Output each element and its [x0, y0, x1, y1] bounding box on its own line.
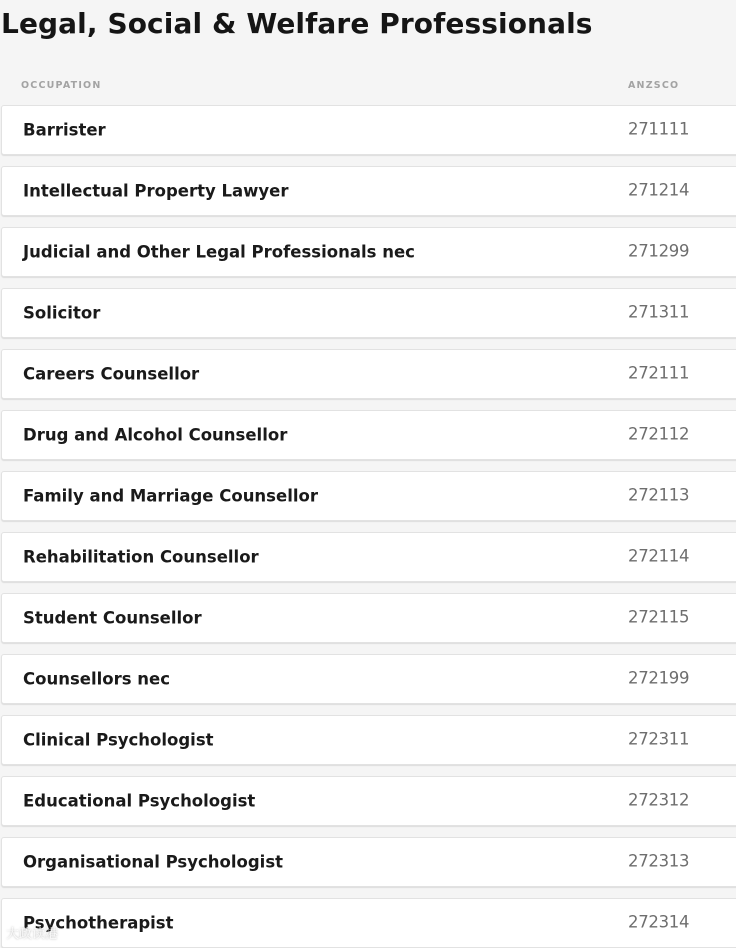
watermark-text: 大政读港 — [6, 927, 59, 942]
occupation-name: Rehabilitation Counsellor — [23, 547, 259, 567]
table-row[interactable] — [1, 898, 736, 948]
table-row[interactable] — [1, 410, 736, 460]
column-header-anzsco: ANZSCO — [628, 80, 680, 91]
anzsco-code: 271214 — [628, 180, 690, 200]
anzsco-code: 272312 — [628, 790, 690, 810]
table-row[interactable] — [1, 349, 736, 399]
table-row[interactable] — [1, 715, 736, 765]
table-row[interactable] — [1, 654, 736, 704]
occupation-name: Drug and Alcohol Counsellor — [23, 425, 288, 445]
anzsco-code: 272112 — [628, 424, 690, 444]
occupation-name: Counsellors nec — [23, 669, 171, 689]
table-row[interactable] — [1, 776, 736, 826]
occupation-name: Intellectual Property Lawyer — [23, 181, 289, 201]
occupation-name: Psychotherapist — [23, 913, 174, 933]
anzsco-code: 272111 — [628, 363, 690, 383]
table-row[interactable] — [1, 105, 736, 155]
anzsco-code: 272311 — [628, 729, 690, 749]
table-row[interactable] — [1, 227, 736, 277]
table-row[interactable] — [1, 837, 736, 887]
occupation-name: Solicitor — [23, 303, 101, 323]
occupation-name: Careers Counsellor — [23, 364, 200, 384]
table-row[interactable] — [1, 166, 736, 216]
occupation-name: Clinical Psychologist — [23, 730, 214, 750]
table-row[interactable] — [1, 471, 736, 521]
anzsco-code: 272115 — [628, 607, 690, 627]
anzsco-code: 272199 — [628, 668, 690, 688]
table-row[interactable] — [1, 532, 736, 582]
occupation-name: Educational Psychologist — [23, 791, 256, 811]
anzsco-code: 272314 — [628, 912, 690, 932]
column-header-occupation: OCCUPATION — [21, 80, 102, 91]
anzsco-code: 272114 — [628, 546, 690, 566]
table-row[interactable] — [1, 593, 736, 643]
occupation-name: Family and Marriage Counsellor — [23, 486, 318, 506]
occupation-list — [1, 105, 736, 948]
table-row[interactable] — [1, 288, 736, 338]
anzsco-code: 271299 — [628, 241, 690, 261]
anzsco-code: 272313 — [628, 851, 690, 871]
occupation-name: Barrister — [23, 120, 106, 140]
anzsco-code: 271311 — [628, 302, 690, 322]
anzsco-code: 272113 — [628, 485, 690, 505]
anzsco-code: 271111 — [628, 119, 690, 139]
occupation-name: Organisational Psychologist — [23, 852, 284, 872]
occupation-name: Judicial and Other Legal Professionals nec — [23, 242, 415, 262]
occupation-name: Student Counsellor — [23, 608, 202, 628]
page-title: Legal, Social & Welfare Professionals — [1, 7, 593, 40]
